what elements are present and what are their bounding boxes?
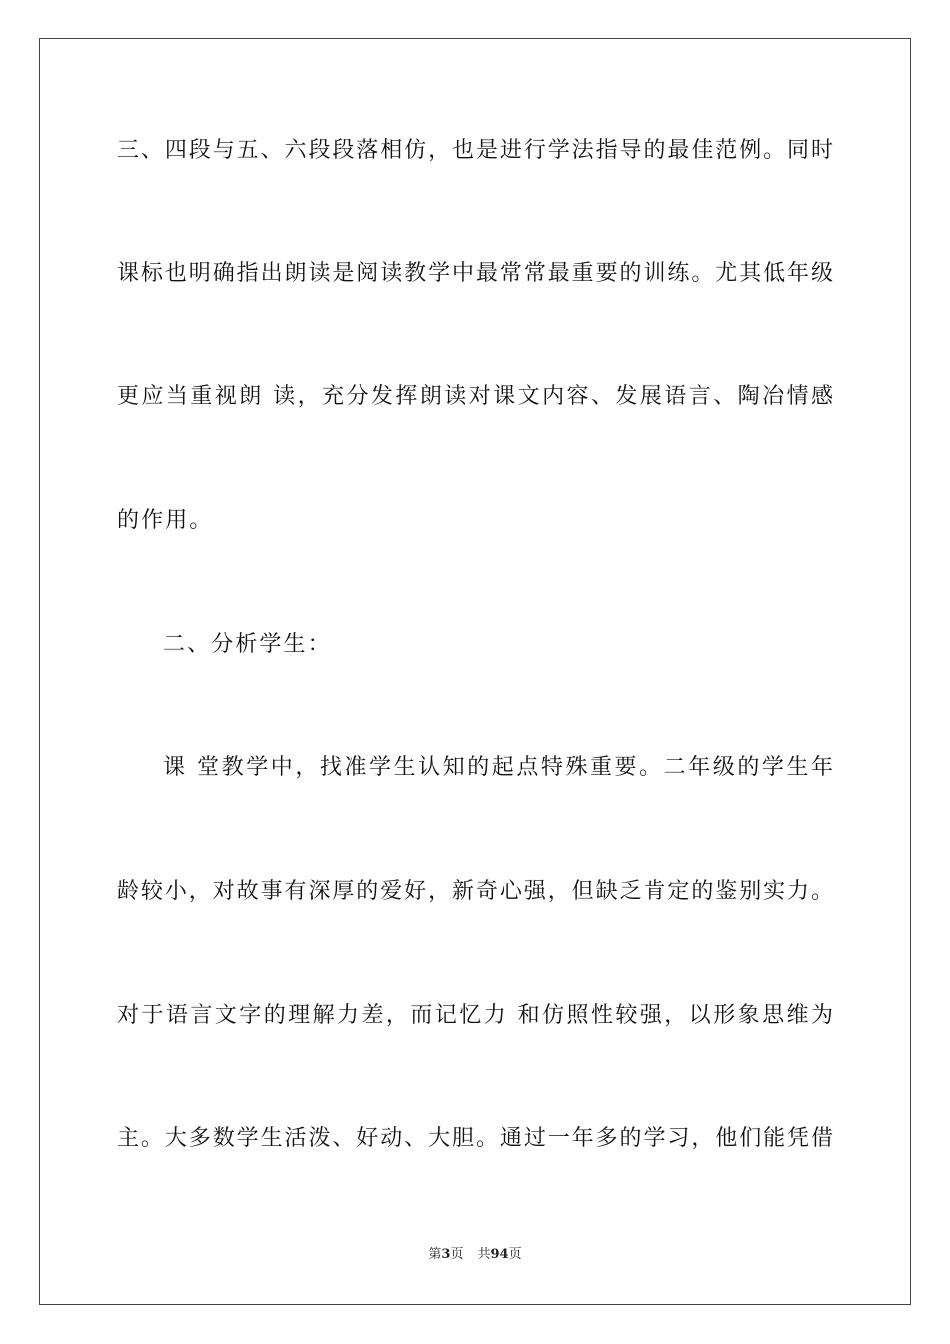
paragraph-line-1: 三、四段与五、六段段落相仿，也是进行学法指导的最佳范例。同时	[117, 138, 833, 163]
footer-total-suffix: 页	[508, 1247, 522, 1262]
footer-page-prefix: 第	[428, 1247, 442, 1262]
paragraph-line-7: 对于语言文字的理解力差，而记忆力 和仿照性较强，以形象思维为	[117, 1003, 833, 1028]
paragraph-line-6: 龄较小，对故事有深厚的爱好，新奇心强，但缺乏肯定的鉴别实力。	[117, 879, 833, 904]
paragraph-line-8: 主。大多数学生活泼、好动、大胆。通过一年多的学习，他们能凭借	[117, 1126, 833, 1151]
paragraph-line-2: 课标也明确指出朗读是阅读教学中最常常最重要的训练。尤其低年级	[117, 261, 833, 286]
paragraph-line-4: 的作用。	[117, 508, 214, 533]
page-footer	[0, 1247, 950, 1263]
footer-page-suffix: 页	[450, 1247, 464, 1262]
page-border	[39, 38, 911, 1305]
footer-total-number: 94	[490, 1247, 509, 1262]
footer-page-number: 3	[441, 1247, 451, 1262]
footer-total-prefix: 共	[477, 1247, 491, 1262]
section-heading: 二、分析学生：	[163, 632, 332, 657]
paragraph-line-3: 更应当重视朗 读，充分发挥朗读对课文内容、发展语言、陶冶情感	[117, 384, 833, 409]
paragraph-line-5: 课 堂教学中，找准学生认知的起点特殊重要。二年级的学生年	[163, 755, 833, 780]
